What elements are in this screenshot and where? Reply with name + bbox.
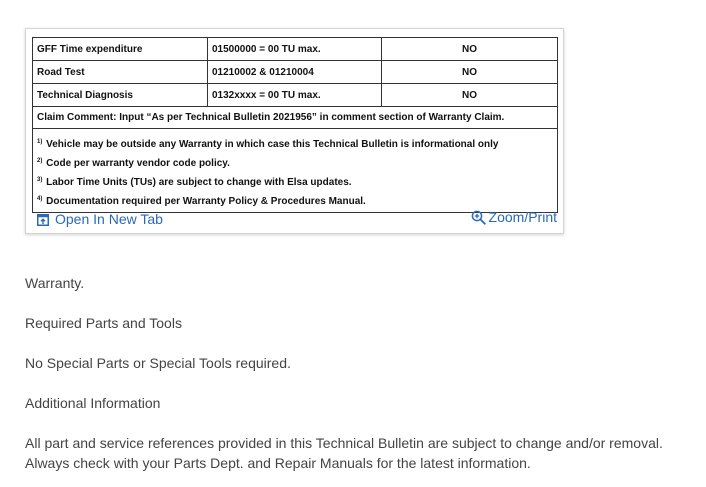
additional-info-heading: Additional Information	[25, 395, 161, 411]
footnote-text: Vehicle may be outside any Warranty in which case this Technical Bulletin is informational only	[46, 139, 499, 150]
value-cell: NO	[382, 61, 558, 84]
footnote-text: Labor Time Units (TUs) are subject to change with Elsa updates.	[46, 177, 352, 188]
labor-op-cell: 0132xxxx = 00 TU max.	[208, 84, 382, 107]
warranty-table	[32, 37, 558, 213]
labor-op-cell: 01210002 & 01210004	[208, 61, 382, 84]
open-in-new-tab-icon	[37, 213, 49, 225]
claim-comment-cell: Claim Comment: Input “As per Technical Bulletin 2021956” in comment section of Warranty Claim.	[33, 107, 558, 129]
operation-cell: Road Test	[33, 61, 208, 84]
required-parts-heading: Required Parts and Tools	[25, 315, 182, 331]
additional-info-line: Always check with your Parts Dept. and Repair Manuals for the latest information.	[25, 455, 531, 471]
notes-cell	[33, 129, 558, 213]
footnote-marker: 3)	[37, 177, 43, 183]
additional-info-text	[25, 433, 695, 473]
figure-toolbar	[26, 207, 563, 233]
footnote-text: Code per warranty vendor code policy.	[46, 158, 230, 169]
footnote-marker: 4)	[37, 196, 43, 202]
table-row	[33, 61, 558, 84]
operation-cell: GFF Time expenditure	[33, 38, 208, 61]
open-in-new-tab-label: Open In New Tab	[55, 211, 163, 227]
additional-info-line: All part and service references provided in this Technical Bulletin are subject to change and/or removal.	[25, 435, 663, 451]
footnote-marker: 1)	[37, 139, 43, 145]
footnote	[37, 134, 553, 153]
labor-op-cell: 01500000 = 00 TU max.	[208, 38, 382, 61]
table-row	[33, 84, 558, 107]
footnote	[37, 172, 553, 191]
footnote-marker: 2)	[37, 158, 43, 164]
warranty-text: Warranty.	[25, 275, 85, 291]
open-in-new-tab-link[interactable]	[37, 211, 163, 227]
zoom-print-link[interactable]	[471, 209, 557, 225]
notes-row	[33, 129, 558, 213]
zoom-print-label: Zoom/Print	[488, 209, 557, 225]
table-row	[33, 38, 558, 61]
value-cell: NO	[382, 38, 558, 61]
value-cell: NO	[382, 84, 558, 107]
footnote-text: Documentation required per Warranty Policy & Procedures Manual.	[46, 196, 366, 207]
required-parts-text: No Special Parts or Special Tools required.	[25, 355, 291, 371]
claim-comment-row	[33, 107, 558, 129]
footnote	[37, 153, 553, 172]
warranty-table-image	[32, 37, 558, 207]
operation-cell: Technical Diagnosis	[33, 84, 208, 107]
bulletin-figure	[25, 28, 564, 234]
zoom-in-icon	[471, 210, 486, 225]
